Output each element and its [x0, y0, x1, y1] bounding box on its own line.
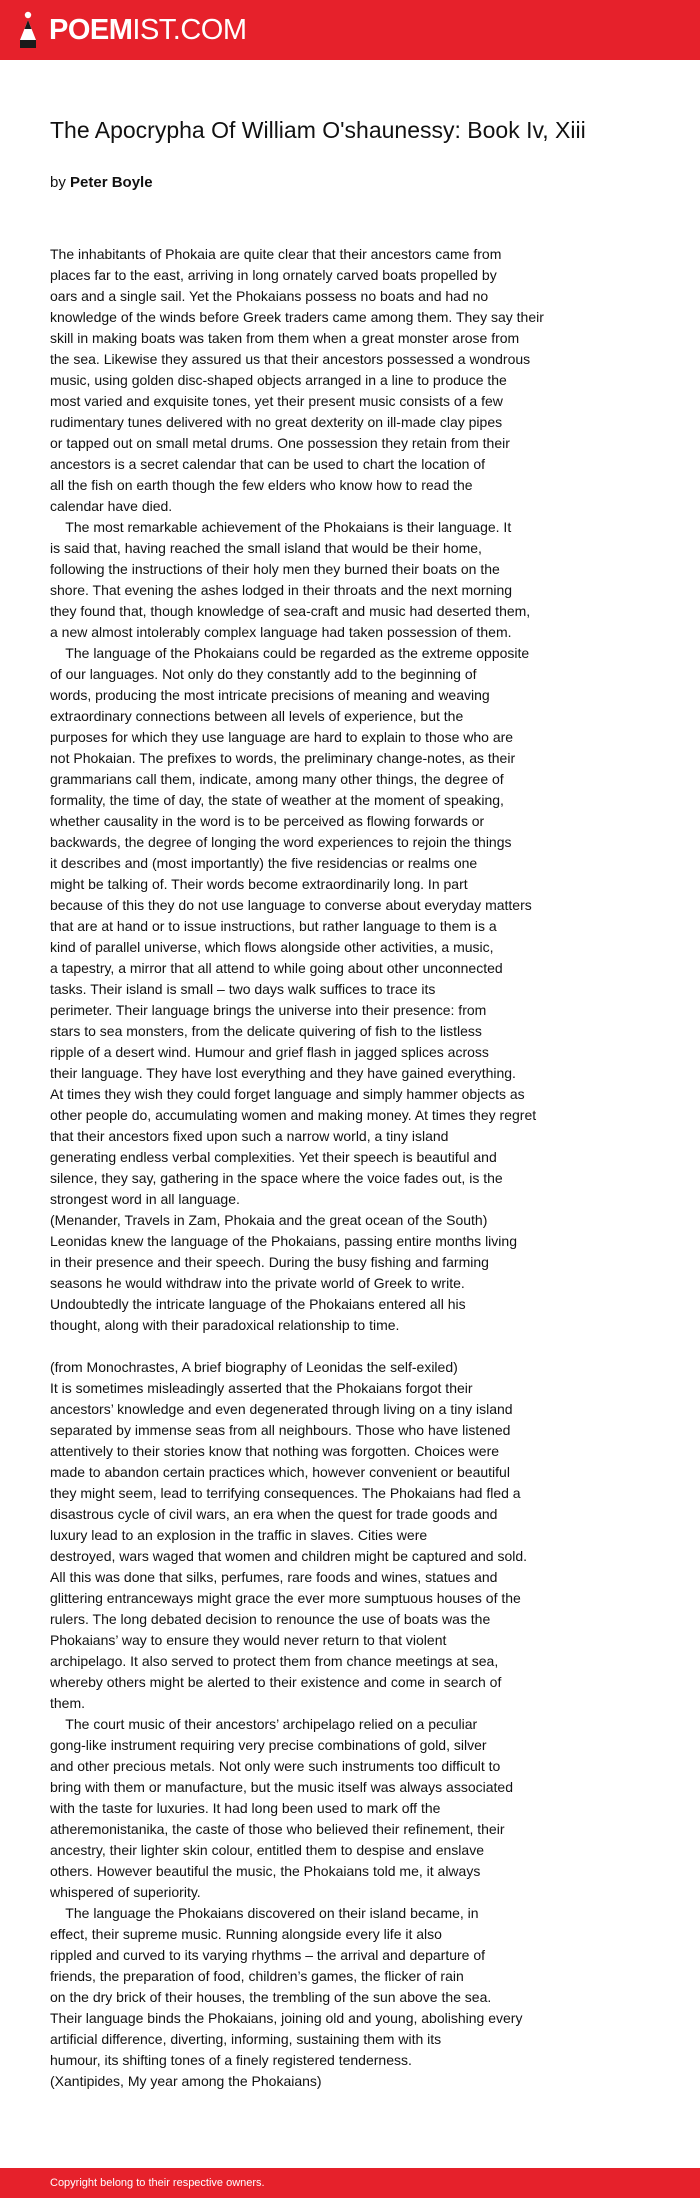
- poem-line: made to abandon certain practices which, however convenient or beautiful: [50, 1464, 510, 1480]
- poem-line: (Menander, Travels in Zam, Phokaia and the great ocean of the South): [50, 1212, 488, 1228]
- poem-line: separated by immense seas from all neighbours. Those who have listened: [50, 1422, 511, 1438]
- poem-line: ancestors’ knowledge and even degenerated through living on a tiny island: [50, 1401, 513, 1417]
- poem-line: them.: [50, 1695, 86, 1711]
- poem-line: silence, they say, gathering in the space where the voice fades out, is the: [50, 1170, 503, 1186]
- poem-line: in their presence and their speech. During the busy fishing and farming: [50, 1254, 489, 1270]
- poem-line: words, producing the most intricate precisions of meaning and weaving: [50, 687, 490, 703]
- poem-line: Phokaians’ way to ensure they would never return to that violent: [50, 1632, 447, 1648]
- poem-line: formality, the time of day, the state of weather at the moment of speaking,: [50, 792, 504, 808]
- poem-line: destroyed, wars waged that women and children might be captured and sold.: [50, 1548, 528, 1564]
- poem-line: All this was done that silks, perfumes, rare foods and wines, statues and: [50, 1569, 498, 1585]
- poem-line: they found that, though knowledge of sea-craft and music had deserted them,: [50, 603, 531, 619]
- poem-line: a new almost intolerably complex language had taken possession of them.: [50, 624, 512, 640]
- poem-line: not Phokaian. The prefixes to words, the preliminary change-notes, as their: [50, 750, 516, 766]
- poem-line: it describes and (most importantly) the five residencias or realms one: [50, 855, 478, 871]
- poem-line: artificial difference, diverting, informing, sustaining them with its: [50, 2031, 442, 2047]
- poem-line: (Xantipides, My year among the Phokaians): [50, 2073, 322, 2089]
- site-logo[interactable]: [17, 10, 247, 50]
- poem-line: kind of parallel universe, which flows alongside other activities, a music,: [50, 939, 494, 955]
- poem-line: because of this they do not use language to converse about everyday matters: [50, 897, 532, 913]
- poem-line: [50, 1336, 650, 1357]
- poem-line: effect, their supreme music. Running alongside every life it also: [50, 1926, 442, 1942]
- poem-line: friends, the preparation of food, children’s games, the flicker of rain: [50, 1968, 464, 1984]
- poem-line: (from Monochrastes, A brief biography of Leonidas the self-exiled): [50, 1359, 458, 1375]
- poem-line: following the instructions of their holy men they burned their boats on the: [50, 561, 500, 577]
- poem-line: might be talking of. Their words become extraordinarily long. In part: [50, 876, 468, 892]
- copyright-text: Copyright belong to their respective owners.: [50, 2177, 265, 2189]
- poem-line: is said that, having reached the small island that would be their home,: [50, 540, 482, 556]
- poem-line: archipelago. It also served to protect them from chance meetings at sea,: [50, 1653, 499, 1669]
- poem-line: The court music of their ancestors’ archipelago relied on a peculiar: [50, 1716, 478, 1732]
- poem-line: humour, its shifting tones of a finely registered tenderness.: [50, 2052, 412, 2068]
- poem-line: gong-like instrument requiring very precise combinations of gold, silver: [50, 1737, 487, 1753]
- poem-line: others. However beautiful the music, the Phokaians told me, it always: [50, 1863, 481, 1879]
- poem-line: ripple of a desert wind. Humour and grief flash in jagged splices across: [50, 1044, 489, 1060]
- poem-line: all the fish on earth though the few elders who know how to read the: [50, 477, 473, 493]
- brand-bold: POEM: [49, 13, 133, 46]
- poem-line: seasons he would withdraw into the private world of Greek to write.: [50, 1275, 465, 1291]
- poem-line: generating endless verbal complexities. Yet their speech is beautiful and: [50, 1149, 497, 1165]
- poem-line: purposes for which they use language are hard to explain to those who are: [50, 729, 514, 745]
- site-footer: [0, 2168, 700, 2198]
- poem-line: that their ancestors fixed upon such a narrow world, a tiny island: [50, 1128, 449, 1144]
- poem-line: places far to the east, arriving in long ornately carved boats propelled by: [50, 267, 497, 283]
- poem-line: whereby others might be alerted to their existence and come in search of: [50, 1674, 502, 1690]
- poem-line: glittering entranceways might grace the ever more sumptuous houses of the: [50, 1590, 521, 1606]
- poem-line: whether causality in the word is to be perceived as flowing forwards or: [50, 813, 485, 829]
- poem-line: thought, along with their paradoxical relationship to time.: [50, 1317, 400, 1333]
- poem-line: bring with them or manufacture, but the music itself was always associated: [50, 1779, 513, 1795]
- poem-line: and other precious metals. Not only were such instruments too difficult to: [50, 1758, 501, 1774]
- poem-line: a tapestry, a mirror that all attend to while going about other unconnected: [50, 960, 503, 976]
- poem-line: stars to sea monsters, from the delicate quivering of fish to the listless: [50, 1023, 482, 1039]
- poem-line: strongest word in all language.: [50, 1191, 240, 1207]
- poem-line: luxury lead to an explosion in the traffic in slaves. Cities were: [50, 1527, 428, 1543]
- poem-line: other people do, accumulating women and making money. At times they regret: [50, 1107, 537, 1123]
- poem-line: the sea. Likewise they assured us that their ancestors possessed a wondrous: [50, 351, 531, 367]
- poem-line: rudimentary tunes delivered with no great dexterity on ill-made clay pipes: [50, 414, 503, 430]
- poem-line: skill in making boats was taken from them when a great monster arose from: [50, 330, 520, 346]
- poem-line: perimeter. Their language brings the universe into their presence: from: [50, 1002, 487, 1018]
- poem-line: oars and a single sail. Yet the Phokaians possess no boats and had no: [50, 288, 489, 304]
- poem-line: whispered of superiority.: [50, 1884, 201, 1900]
- poem-line: most varied and exquisite tones, yet their present music consists of a few: [50, 393, 503, 409]
- poem-line: Leonidas knew the language of the Phokaians, passing entire months living: [50, 1233, 517, 1249]
- poem-line: on the dry brick of their houses, the trembling of the sun above the sea.: [50, 1989, 492, 2005]
- poem-line: their language. They have lost everything and they have gained everything.: [50, 1065, 516, 1081]
- poem-line: atheremonistanika, the caste of those who believed their refinement, their: [50, 1821, 505, 1837]
- poem-line: backwards, the degree of longing the word experiences to rejoin the things: [50, 834, 512, 850]
- poem-line: grammarians call them, indicate, among many other things, the degree of: [50, 771, 504, 787]
- poem-line: with the taste for luxuries. It had long been used to mark off the: [50, 1800, 441, 1816]
- byline-prefix: by: [50, 174, 66, 191]
- poem-line: shore. That evening the ashes lodged in their throats and the next morning: [50, 582, 513, 598]
- poem-line: extraordinary connections between all levels of experience, but the: [50, 708, 464, 724]
- brand-name: [49, 13, 247, 46]
- poem-line: The inhabitants of Phokaia are quite clear that their ancestors came from: [50, 246, 502, 262]
- poem-line: of our languages. Not only do they constantly add to the beginning of: [50, 666, 477, 682]
- poem-line: knowledge of the winds before Greek traders came among them. They say their: [50, 309, 544, 325]
- brand-light: IST.COM: [132, 13, 247, 46]
- poem-line: attentively to their stories know that nothing was forgotten. Choices were: [50, 1443, 500, 1459]
- poem-line: or tapped out on small metal drums. One possession they retain from their: [50, 435, 510, 451]
- poem-line: calendar have died.: [50, 498, 173, 514]
- poem-line: At times they wish they could forget language and simply hammer objects as: [50, 1086, 525, 1102]
- poem-line: music, using golden disc-shaped objects arranged in a line to produce the: [50, 372, 507, 388]
- author-name[interactable]: Peter Boyle: [70, 174, 153, 191]
- poem-body: [50, 244, 650, 2092]
- poem-line: Undoubtedly the intricate language of the Phokaians entered all his: [50, 1296, 466, 1312]
- poem-line: ancestors is a secret calendar that can be used to chart the location of: [50, 456, 486, 472]
- poem-line: they might seem, lead to terrifying consequences. The Phokaians had fled a: [50, 1485, 521, 1501]
- poem-line: Their language binds the Phokaians, joining old and young, abolishing every: [50, 2010, 523, 2026]
- poem-line: tasks. Their island is small – two days walk suffices to trace its: [50, 981, 436, 997]
- poem-line: disastrous cycle of civil wars, an era when the quest for trade goods and: [50, 1506, 498, 1522]
- byline: [50, 173, 153, 193]
- poem-line: ancestry, their lighter skin colour, entitled them to despise and enslave: [50, 1842, 484, 1858]
- poem-line: rulers. The long debated decision to renounce the use of boats was the: [50, 1611, 491, 1627]
- poem-line: The most remarkable achievement of the Phokaians is their language. It: [50, 519, 512, 535]
- poem-line: The language of the Phokaians could be regarded as the extreme opposite: [50, 645, 530, 661]
- poem-title: The Apocrypha Of William O'shaunessy: Book Iv, Xiii: [50, 117, 586, 143]
- poem-line: The language the Phokaians discovered on their island became, in: [50, 1905, 479, 1921]
- poem-line: It is sometimes misleadingly asserted that the Phokaians forgot their: [50, 1380, 473, 1396]
- site-header: [0, 0, 700, 60]
- pencil-icon: [17, 10, 39, 50]
- poem-line: rippled and curved to its varying rhythms – the arrival and departure of: [50, 1947, 486, 1963]
- poem-line: that are at hand or to issue instructions, but rather language to them is a: [50, 918, 497, 934]
